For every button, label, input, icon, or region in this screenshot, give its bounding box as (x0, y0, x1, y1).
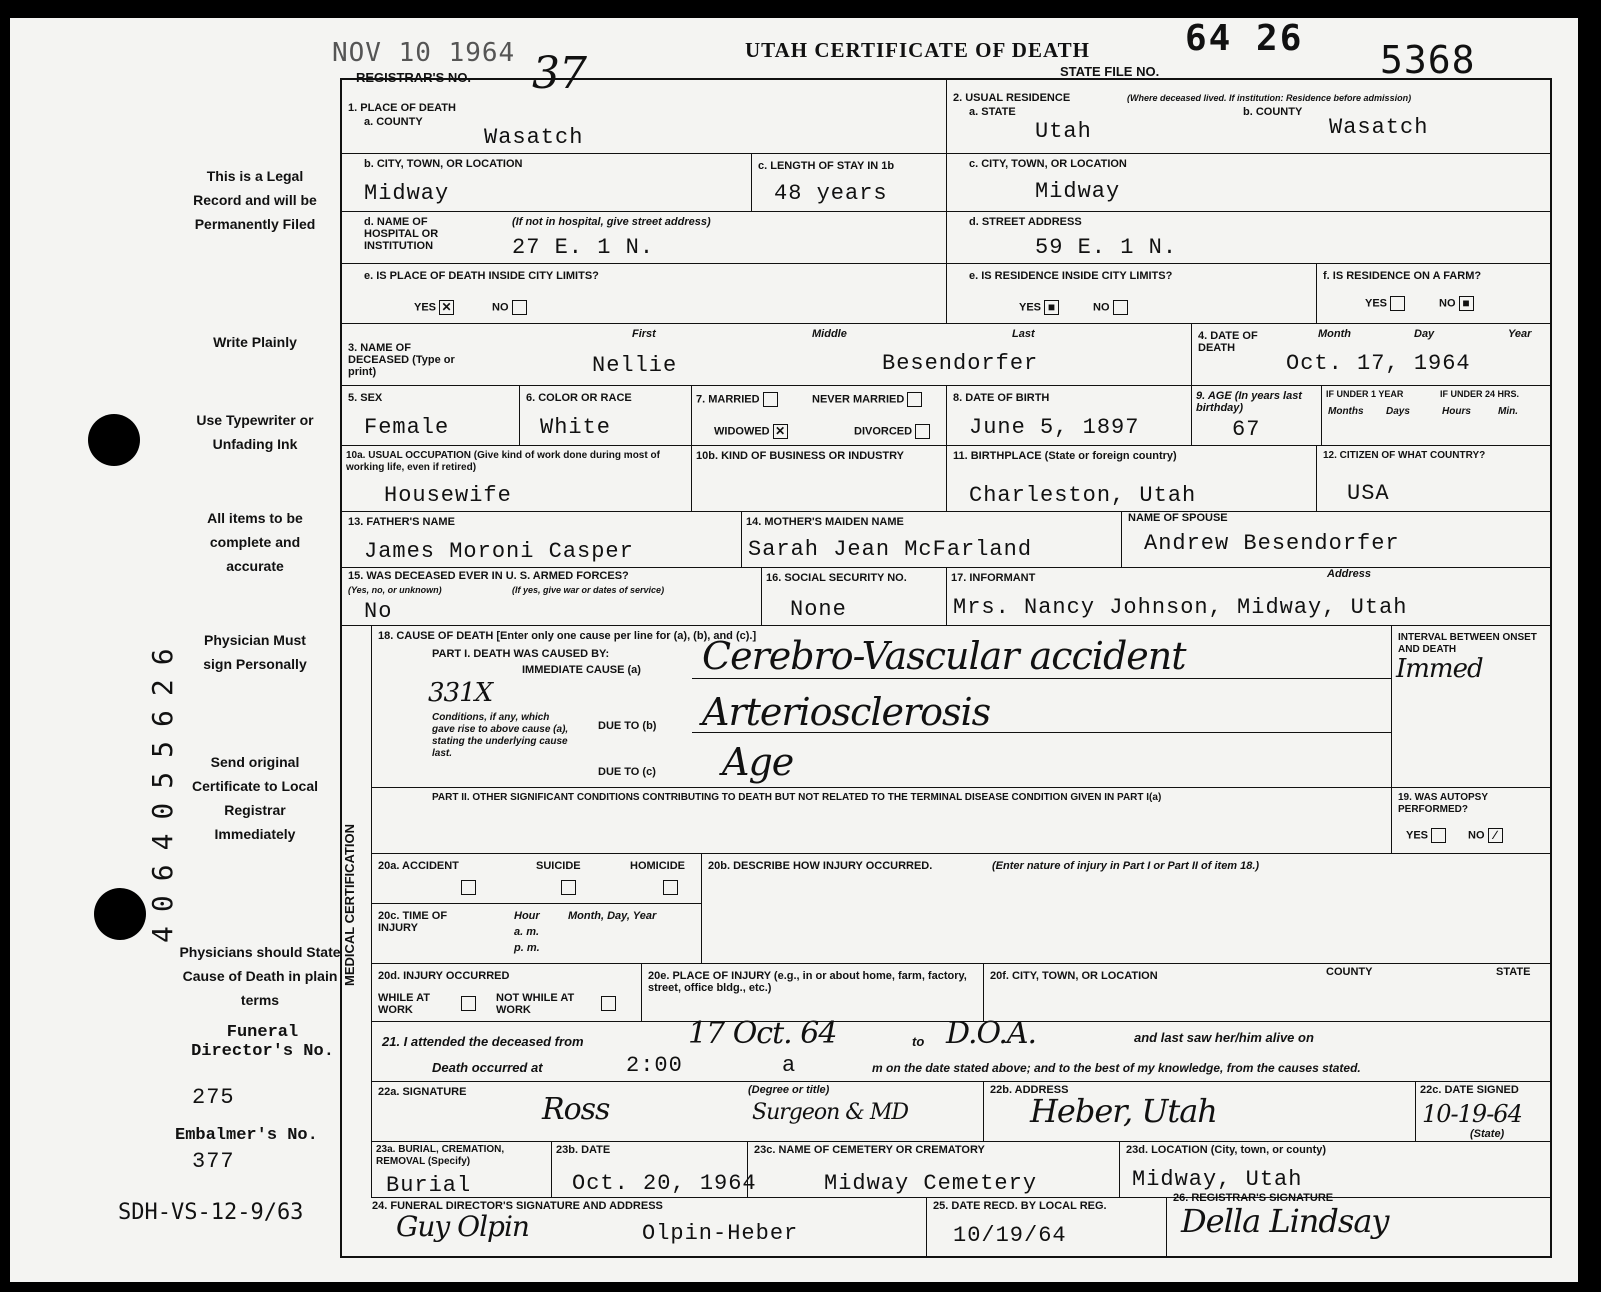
due-to-c-value: Age (722, 740, 794, 784)
citizen-cell (1317, 446, 1552, 512)
month-label: Month (1318, 328, 1351, 340)
street-address-cell (947, 212, 1552, 264)
date-signed-value: 10-19-64 (1422, 1100, 1522, 1128)
mother-cell (742, 512, 1122, 568)
sex-value: Female (364, 415, 450, 440)
registrar-no: 37 (532, 48, 586, 99)
cause-a-line (692, 678, 1392, 679)
state-file-label: STATE FILE NO. (1060, 64, 1160, 79)
time-of-injury-cell (372, 904, 702, 964)
attended-label: 21. I attended the deceased from (382, 1034, 584, 1049)
received-date-stamp: NOV 10 1964 (332, 38, 516, 68)
injury-county-label: COUNTY (1326, 966, 1373, 978)
never-married-checkbox[interactable] (907, 392, 922, 407)
registrar-signature: Della Lindsay (1181, 1202, 1389, 1240)
date-received-label: 25. DATE RECD. BY LOCAL REG. (933, 1200, 1107, 1212)
vertical-file-number: 4064055626 (146, 634, 179, 943)
place-injury-cell (642, 964, 984, 1022)
place-county-label: a. COUNTY (364, 116, 423, 128)
due-to-b-label: DUE TO (b) (598, 720, 657, 732)
first-name-value: Nellie (592, 353, 678, 378)
date-of-death-label: 4. DATE OF DEATH (1198, 330, 1258, 354)
autopsy-yes-checkbox[interactable] (1431, 828, 1446, 843)
race-label: 6. COLOR OR RACE (526, 392, 632, 404)
date-received-value: 10/19/64 (953, 1223, 1067, 1248)
due-to-c-label: DUE TO (c) (598, 766, 656, 778)
death-time-suffix: m on the date stated above; and to the best of my knowledge, from the causes stated. (872, 1061, 1361, 1075)
date-of-death-cell (1192, 324, 1552, 386)
funeral-director-sig-cell (342, 1198, 927, 1256)
embalmer-no: 377 (192, 1149, 235, 1174)
month-day-year-label: Month, Day, Year (568, 910, 657, 922)
age-value: 67 (1232, 417, 1261, 442)
suicide-label: SUICIDE (536, 860, 581, 872)
residence-inside-city-cell (947, 264, 1317, 324)
citizen-value: USA (1347, 481, 1390, 506)
spouse-label: NAME OF SPOUSE (1128, 512, 1228, 524)
conditions-note: Conditions, if any, which gave rise to above cause (a), stating the underlying cause last. (432, 712, 569, 759)
last-label: Last (1012, 328, 1035, 340)
place-inside-city-cell (342, 264, 947, 324)
burial-date-label: 23b. DATE (556, 1144, 611, 1156)
form-code: SDH-VS-12-9/63 (118, 1200, 304, 1225)
place-city-cell (342, 154, 752, 212)
armed-forces-note2: (If yes, give war or dates of service) (512, 585, 665, 595)
homicide-label: HOMICIDE (630, 860, 685, 872)
cemetery-value: Midway Cemetery (824, 1171, 1038, 1196)
age-label: 9. AGE (In years last birthday) (1196, 390, 1302, 414)
hour-label: Hour (514, 910, 540, 922)
mother-value: Sarah Jean McFarland (748, 537, 1033, 562)
burial-date-cell (552, 1142, 757, 1198)
interval-label: INTERVAL BETWEEN ONSET AND DEATH (1398, 632, 1537, 655)
physician-address-label: 22b. ADDRESS (990, 1084, 1069, 1096)
immediate-cause-value: Cerebro-Vascular accident (702, 634, 1186, 678)
medical-certification-label: MEDICAL CERTIFICATION (342, 823, 357, 986)
injury-describe-cell (702, 854, 1552, 964)
informant-address-label: Address (1327, 568, 1372, 580)
divorced-option: DIVORCED (854, 424, 930, 439)
father-value: James Moroni Casper (364, 539, 634, 564)
residence-inside-yes-checkbox[interactable]: ■ (1044, 300, 1059, 315)
to-label: to (912, 1034, 925, 1049)
age-cell (1192, 386, 1322, 446)
burial-date-value: Oct. 20, 1964 (572, 1171, 757, 1196)
typewriter-note: Use Typewriter or Unfading Ink (196, 412, 314, 452)
residence-inside-city-label: e. IS RESIDENCE INSIDE CITY LIMITS? (969, 270, 1173, 282)
farm-yes: YES (1365, 296, 1405, 311)
immediate-cause-label: IMMEDIATE CAUSE (a) (522, 664, 641, 676)
armed-forces-note1: (Yes, no, or unknown) (348, 585, 442, 595)
accident-checkbox[interactable] (461, 880, 476, 895)
under-24-hrs-label: IF UNDER 24 HRS. (1440, 389, 1520, 399)
business-label: 10b. KIND OF BUSINESS OR INDUSTRY (696, 450, 905, 462)
part1-label: PART I. DEATH WAS CAUSED BY: (432, 648, 610, 660)
state-file-no: 5368 (1380, 38, 1476, 82)
hospital-value: 27 E. 1 N. (512, 235, 655, 260)
form-grid (340, 78, 1552, 1258)
birthplace-cell (947, 446, 1317, 512)
write-plainly-note: Write Plainly (213, 334, 297, 350)
residence-state-cell (947, 80, 1552, 154)
residence-farm-cell (1317, 264, 1552, 324)
informant-label: 17. INFORMANT (951, 572, 1036, 584)
death-ampm-value: a (782, 1053, 797, 1078)
residence-inside-yes: YES ■ (1019, 300, 1059, 315)
registrar-no-label: REGISTRAR'S NO. (356, 70, 472, 85)
middle-label: Middle (812, 328, 847, 340)
not-while-at-work-label: NOT WHILE AT WORK (496, 992, 575, 1016)
date-received-cell (927, 1198, 1167, 1256)
first-label: First (632, 328, 656, 340)
business-cell (692, 446, 947, 512)
residence-county-value: Wasatch (1329, 115, 1429, 140)
never-married-option: NEVER MARRIED (812, 392, 922, 407)
injury-city-cell (984, 964, 1552, 1022)
father-label: 13. FATHER'S NAME (348, 516, 455, 528)
death-occurred-label: Death occurred at (432, 1060, 543, 1075)
place-of-death-label: 1. PLACE OF DEATH (348, 102, 456, 114)
pm-label: p. m. (514, 942, 540, 954)
physician-degree: Surgeon & MD (752, 1100, 909, 1125)
farm-yes-checkbox[interactable] (1390, 296, 1405, 311)
street-address-label: d. STREET ADDRESS (969, 216, 1082, 228)
autopsy-yes: YES (1406, 828, 1446, 843)
burial-location-value: Midway, Utah (1132, 1167, 1303, 1192)
dob-label: 8. DATE OF BIRTH (953, 392, 1050, 404)
funeral-director-label: Funeral Director's No. (191, 1023, 334, 1061)
place-county-cell (342, 80, 947, 154)
mother-label: 14. MOTHER'S MAIDEN NAME (746, 516, 904, 528)
hospital-note: (If not in hospital, give street address) (512, 216, 711, 228)
physician-signature: Ross (542, 1092, 610, 1127)
last-name-value: Besendorfer (882, 351, 1039, 376)
medical-side-bar (342, 626, 372, 1198)
widowed-option: WIDOWED ✕ (714, 424, 788, 439)
embalmer-label: Embalmer's No. (175, 1126, 318, 1145)
injury-city-label: 20f. CITY, TOWN, OR LOCATION (990, 970, 1158, 982)
birthplace-label: 11. BIRTHPLACE (State or foreign country) (953, 450, 1177, 462)
injury-occurred-cell (372, 964, 642, 1022)
cause-of-death-cell (372, 626, 1392, 788)
length-of-stay-value: 48 years (774, 181, 888, 206)
punch-hole-bottom (94, 888, 146, 940)
homicide-checkbox[interactable] (663, 880, 678, 895)
months-label: Months (1328, 406, 1364, 417)
occupation-value: Housewife (384, 483, 512, 508)
cause-plain-note: Physicians should State Cause of Death in plain terms (179, 944, 341, 1008)
residence-city-label: c. CITY, TOWN, OR LOCATION (969, 158, 1127, 170)
punch-hole-top (88, 414, 140, 466)
armed-forces-value: No (364, 599, 393, 624)
ssn-cell (762, 568, 947, 626)
funeral-director-sig-label: 24. FUNERAL DIRECTOR'S SIGNATURE AND ADDRESS (372, 1200, 663, 1212)
hospital-label: d. NAME OF HOSPITAL OR INSTITUTION (364, 216, 439, 252)
injury-how-label: 20b. DESCRIBE HOW INJURY OCCURRED. (708, 860, 933, 872)
days-label: Days (1386, 406, 1410, 417)
informant-cell (947, 568, 1552, 626)
while-at-work-checkbox[interactable] (461, 996, 476, 1011)
deceased-name-label: 3. NAME OF DECEASED (Type or print) (348, 342, 455, 378)
race-value: White (540, 415, 612, 440)
farm-no: NO ■ (1439, 296, 1474, 311)
file-no-prefix: 64 26 (1185, 18, 1304, 59)
residence-state-value: Utah (1035, 119, 1092, 144)
due-to-b-value: Arteriosclerosis (702, 690, 991, 734)
place-of-injury-label: 20e. PLACE OF INJURY (e.g., in or about home, farm, factory, street, office bldg., etc.) (648, 970, 967, 994)
certificate-paper (10, 18, 1578, 1282)
injury-occurred-label: 20d. INJURY OCCURRED (378, 970, 510, 982)
degree-label: (Degree or title) (748, 1084, 830, 1096)
place-city-value: Midway (364, 181, 450, 206)
deceased-name-cell (342, 324, 1192, 386)
autopsy-label: 19. WAS AUTOPSY PERFORMED? (1398, 792, 1488, 815)
under-age-cell (1322, 386, 1552, 446)
residence-note: (Where deceased lived. If institution: Residence before admission) (1127, 93, 1412, 103)
signature-label: 22a. SIGNATURE (378, 1086, 467, 1098)
birthplace-value: Charleston, Utah (969, 483, 1197, 508)
burial-state-label: (State) (1470, 1128, 1505, 1140)
part2-cell (372, 788, 1392, 854)
residence-inside-no: NO (1093, 300, 1128, 315)
cause-code: 331X (428, 678, 493, 708)
ssn-value: None (790, 597, 847, 622)
death-time-value: 2:00 (626, 1053, 683, 1078)
signature-cell (372, 1082, 984, 1142)
send-original-note: Send original Certificate to Local Registrar Immediately (191, 754, 319, 842)
autopsy-cell (1392, 788, 1552, 854)
date-of-death-value: Oct. 17, 1964 (1286, 351, 1471, 376)
ssn-label: 16. SOCIAL SECURITY NO. (766, 572, 907, 584)
armed-forces-label: 15. WAS DECEASED EVER IN U. S. ARMED FORCES? (348, 570, 629, 582)
physician-address-cell (984, 1082, 1416, 1142)
while-at-work-label: WHILE AT WORK (378, 992, 430, 1016)
residence-state-label: a. STATE (969, 106, 1016, 118)
armed-forces-cell (342, 568, 762, 626)
spouse-value: Andrew Besendorfer (1144, 531, 1400, 556)
attended-to-value: D.O.A. (946, 1016, 1037, 1051)
burial-location-cell (1120, 1128, 1552, 1198)
items-complete-note: All items to be complete and accurate (207, 510, 303, 574)
last-saw-label: and last saw her/him alive on (1134, 1030, 1314, 1045)
cause-b-line (692, 732, 1392, 733)
residence-city-cell (947, 154, 1552, 212)
certificate-title: UTAH CERTIFICATE OF DEATH (745, 38, 1090, 62)
marital-cell (692, 386, 947, 446)
occupation-cell (342, 446, 692, 512)
residence-city-value: Midway (1035, 179, 1121, 204)
citizen-label: 12. CITIZEN OF WHAT COUNTRY? (1323, 450, 1486, 461)
burial-type-cell (372, 1142, 552, 1198)
length-of-stay-label: c. LENGTH OF STAY IN 1b (758, 160, 895, 172)
not-while-at-work-checkbox[interactable] (601, 996, 616, 1011)
injury-type-cell (372, 854, 702, 904)
am-label: a. m. (514, 926, 540, 938)
cemetery-label: 23c. NAME OF CEMETERY OR CREMATORY (754, 1144, 985, 1156)
farm-no-checkbox[interactable]: ■ (1459, 296, 1474, 311)
dob-cell (947, 386, 1192, 446)
widowed-checkbox[interactable]: ✕ (773, 424, 788, 439)
funeral-director-address: Olpin-Heber (642, 1221, 799, 1246)
under-1-year-label: IF UNDER 1 YEAR (1326, 389, 1404, 399)
burial-location-label: 23d. LOCATION (City, town, or county) (1126, 1144, 1327, 1156)
part2-label: PART II. OTHER SIGNIFICANT CONDITIONS CONTRIBUTING TO DEATH BUT NOT RELATED TO THE TERMINAL DISEASE CONDITION GIVEN IN PART I(a) (432, 792, 1162, 803)
residence-farm-label: f. IS RESIDENCE ON A FARM? (1323, 270, 1482, 282)
hours-label: Hours (1442, 406, 1471, 417)
informant-value: Mrs. Nancy Johnson, Midway, Utah (953, 595, 1408, 620)
physician-address-value: Heber, Utah (1030, 1092, 1217, 1130)
street-address-value: 59 E. 1 N. (1035, 235, 1178, 260)
cause-of-death-label: 18. CAUSE OF DEATH [Enter only one cause per line for (a), (b), and (c).] (378, 630, 757, 642)
attended-cell (372, 1016, 1552, 1082)
autopsy-no: NO ∕ (1468, 828, 1503, 843)
place-inside-no: NO (492, 300, 527, 315)
hospital-cell (342, 212, 947, 264)
burial-type-label: 23a. BURIAL, CREMATION, REMOVAL (Specify) (376, 1144, 505, 1167)
accident-label: 20a. ACCIDENT (378, 860, 459, 872)
residence-county-label: b. COUNTY (1243, 106, 1303, 118)
day-label: Day (1414, 328, 1435, 340)
place-inside-yes: YES ✕ (414, 300, 454, 315)
place-inside-no-checkbox[interactable] (512, 300, 527, 315)
legal-record-note: This is a Legal Record and will be Permanently Filed (193, 168, 317, 232)
cemetery-cell (748, 1142, 1120, 1198)
year-label: Year (1508, 328, 1532, 340)
sex-label: 5. SEX (348, 392, 383, 404)
dob-value: June 5, 1897 (969, 415, 1140, 440)
place-county-value: Wasatch (484, 125, 584, 150)
length-of-stay-cell (752, 154, 947, 212)
min-label: Min. (1498, 406, 1518, 417)
sex-cell (342, 386, 520, 446)
registrar-signature-label: 26. REGISTRAR'S SIGNATURE (1173, 1192, 1334, 1204)
married-option: 7. MARRIED (696, 392, 778, 407)
interval-cell (1392, 626, 1552, 788)
injury-state-label: STATE (1496, 966, 1531, 978)
injury-how-note: (Enter nature of injury in Part I or Part II of item 18.) (992, 860, 1260, 872)
date-signed-label: 22c. DATE SIGNED (1420, 1084, 1519, 1096)
funeral-director-signature: Guy Olpin (396, 1210, 529, 1243)
burial-type-value: Burial (386, 1173, 472, 1198)
suicide-checkbox[interactable] (561, 880, 576, 895)
residence-inside-no-checkbox[interactable] (1113, 300, 1128, 315)
place-inside-city-label: e. IS PLACE OF DEATH INSIDE CITY LIMITS? (364, 270, 599, 282)
funeral-director-no: 275 (192, 1085, 235, 1110)
father-cell (342, 512, 742, 568)
occupation-label: 10a. USUAL OCCUPATION (Give kind of work done during most of working life, even if retired) (346, 450, 660, 473)
place-inside-yes-checkbox[interactable]: ✕ (439, 300, 454, 315)
attended-from-value: 17 Oct. 64 (688, 1016, 837, 1051)
place-city-label: b. CITY, TOWN, OR LOCATION (364, 158, 523, 170)
autopsy-no-checkbox[interactable]: ∕ (1488, 828, 1503, 843)
divorced-checkbox[interactable] (915, 424, 930, 439)
registrar-signature-cell (1167, 1192, 1552, 1256)
interval-value: Immed (1396, 654, 1483, 684)
race-cell (520, 386, 692, 446)
residence-label: 2. USUAL RESIDENCE (953, 92, 1071, 104)
physician-sign-note: Physician Must sign Personally (203, 632, 307, 672)
time-of-injury-label: 20c. TIME OF INJURY (378, 910, 448, 934)
spouse-cell (1122, 512, 1552, 568)
married-checkbox[interactable] (763, 392, 778, 407)
